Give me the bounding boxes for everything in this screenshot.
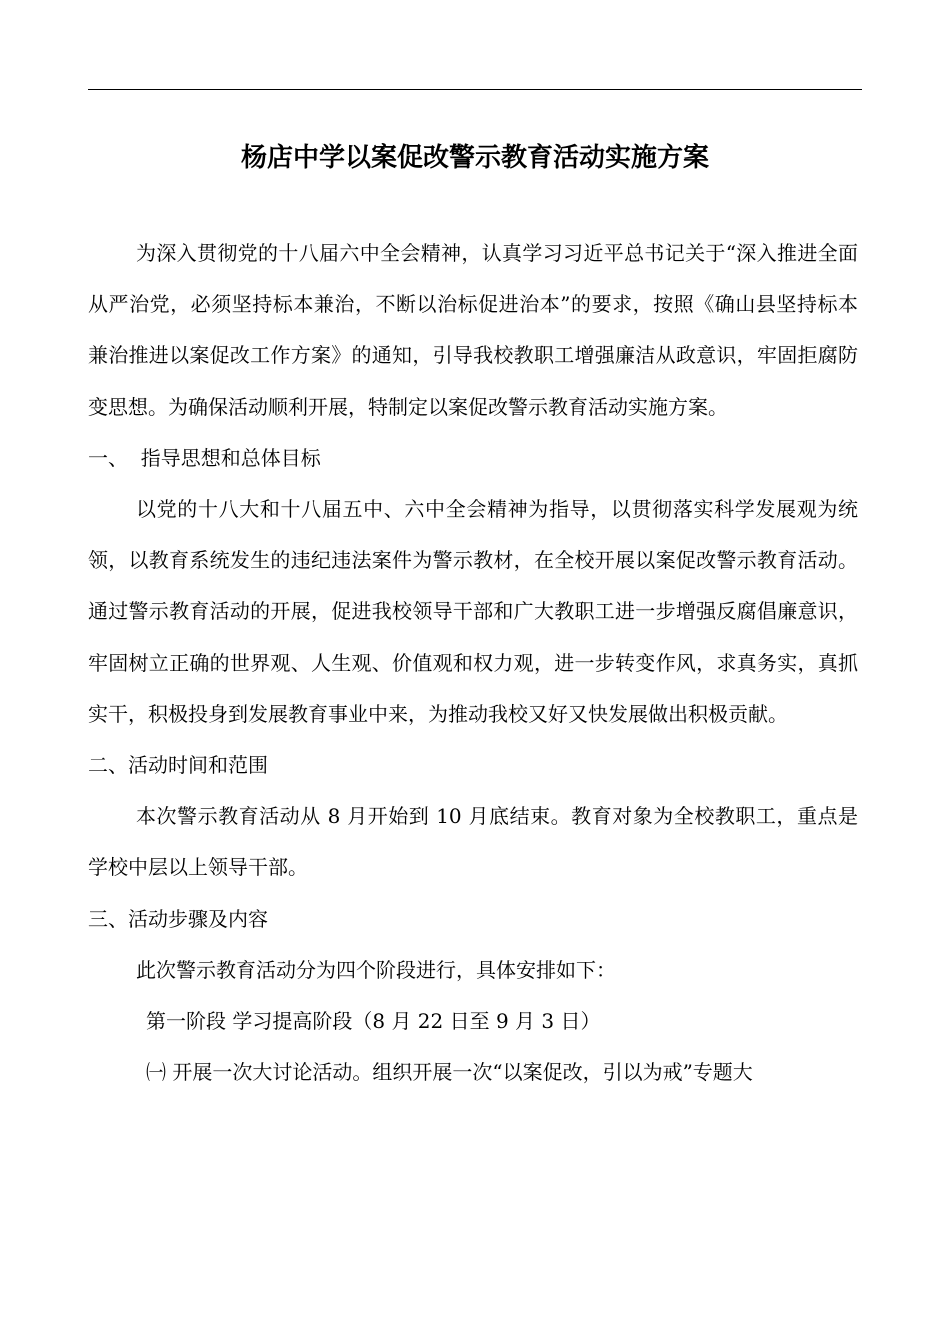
section-3-paragraph: 此次警示教育活动分为四个阶段进行，具体安排如下：	[136, 957, 616, 982]
section-3-heading: 三、活动步骤及内容	[88, 906, 268, 931]
section-2-paragraph: 本次警示教育活动从 8 月开始到 10 月底结束。教育对象为全校教职工，重点是学校中层以上领导干部。	[88, 804, 858, 880]
stage-1-heading: 第一阶段 学习提高阶段（8 月 22 日至 9 月 3 日）	[146, 1009, 601, 1034]
section-2-heading: 二、活动时间和范围	[88, 753, 268, 778]
header-rule	[88, 89, 862, 90]
section-1-heading: 一、 指导思想和总体目标	[88, 445, 321, 470]
stage-1-item-1: ㈠ 开展一次大讨论活动。组织开展一次“以案促改，引以为戒”专题大	[146, 1060, 753, 1085]
intro-paragraph: 为深入贯彻党的十八届六中全会精神，认真学习习近平总书记关于“深入推进全面从严治党，必须坚持标本兼治，不断以治标促进治本”的要求，按照《确山县坚持标本兼治推进以案促改工作方案》的通知，引导我校教职工增强廉洁从政意识，牢固拒腐防变思想。为确保活动顺利开展，特制定以案促改警示教育活动实施方案。	[88, 241, 858, 419]
section-1-paragraph: 以党的十八大和十八届五中、六中全会精神为指导，以贯彻落实科学发展观为统领，以教育系统发生的违纪违法案件为警示教材，在全校开展以案促改警示教育活动。通过警示教育活动的开展，促进我校领导干部和广大教职工进一步增强反腐倡廉意识，牢固树立正确的世界观、人生观、价值观和权力观，进一步转变作风，求真务实，真抓实干，积极投身到发展教育事业中来，为推动我校又好又快发展做出积极贡献。	[88, 497, 858, 726]
document-title: 杨店中学以案促改警示教育活动实施方案	[240, 143, 709, 173]
document-body	[88, 228, 858, 1098]
